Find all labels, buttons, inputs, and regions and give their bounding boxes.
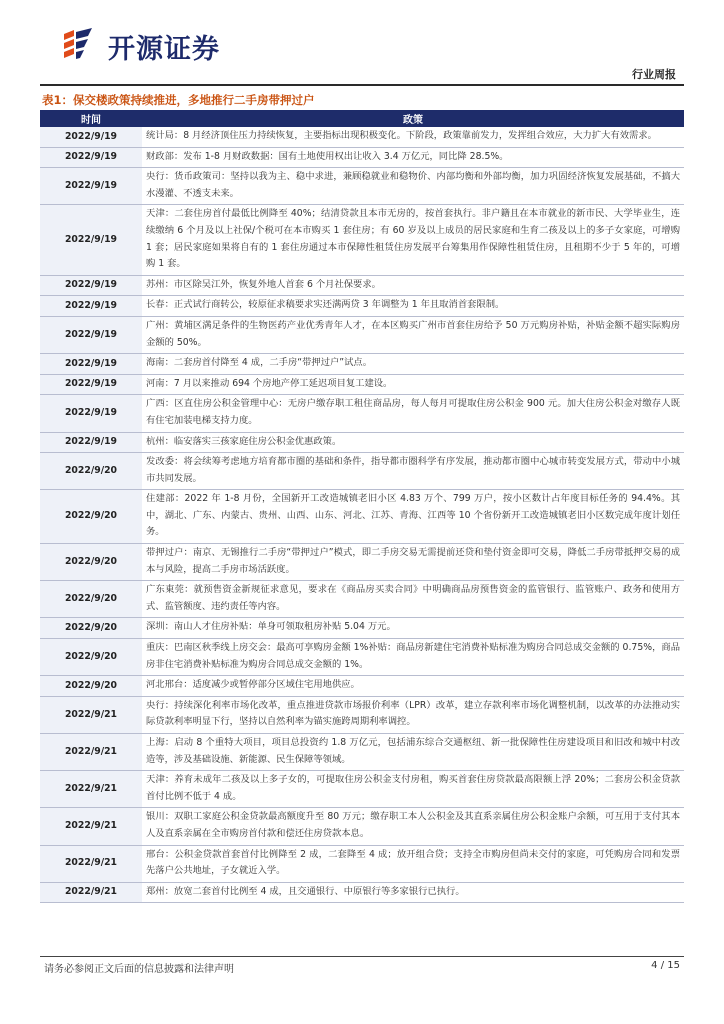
row-date: 2022/9/21 bbox=[40, 882, 142, 903]
row-date: 2022/9/19 bbox=[40, 127, 142, 147]
table-header-row bbox=[40, 110, 684, 127]
table-row bbox=[40, 275, 684, 296]
table-row bbox=[40, 490, 684, 544]
row-date: 2022/9/19 bbox=[40, 316, 142, 353]
table-caption: 表1：保交楼政策持续推进，多地推行二手房带押过户 bbox=[42, 93, 315, 107]
table-row bbox=[40, 581, 684, 618]
table-row bbox=[40, 316, 684, 353]
brand-logo bbox=[58, 24, 338, 68]
row-date: 2022/9/19 bbox=[40, 374, 142, 395]
row-policy: 上海：启动 8 个重特大项目，项目总投资约 1.8 万亿元，包括浦东综合交通枢纽、新一批保障性住房建设项目和旧改和城中村改造等，涉及基础设施、新能源、民生保障等领域。 bbox=[142, 734, 684, 771]
table-row bbox=[40, 771, 684, 808]
column-header-time: 时间 bbox=[40, 110, 142, 127]
table-row bbox=[40, 882, 684, 903]
row-policy: 深圳：南山人才住房补贴：单身可领取租房补贴 5.04 万元。 bbox=[142, 618, 684, 639]
row-date: 2022/9/21 bbox=[40, 845, 142, 882]
table-row bbox=[40, 845, 684, 882]
page-header bbox=[40, 18, 684, 81]
table-row bbox=[40, 618, 684, 639]
row-date: 2022/9/19 bbox=[40, 432, 142, 453]
row-policy: 天津：二套住房首付最低比例降至 40%；结清贷款且本市无房的，按首套执行。非户籍且在本市就业的新市民、大学毕业生，连续缴纳 6 个月及以上社保/个税可在本市购买 1 套住房；有 60 岁及以上成员的居民家庭和生育二孩及以上的多子女家庭，可增购 1 套；居民家庭如果将自有的 1 套住房通过本市保障性租赁住房发展平台筹集用作保障性租赁住房，且租期不少于 5 年的，可增购 1 套。 bbox=[142, 205, 684, 275]
table-row bbox=[40, 639, 684, 676]
row-date: 2022/9/19 bbox=[40, 296, 142, 317]
row-policy: 住建部：2022 年 1-8 月份，全国新开工改造城镇老旧小区 4.83 万个、799 万户，按小区数计占年度目标任务的 94.4%。其中，湖北、广东、内蒙古、贵州、山西、山东、河北、江苏、青海、江西等 10 个省份新开工改造城镇老旧小区数完成年度计划任务。 bbox=[142, 490, 684, 544]
row-policy: 天津：养育未成年二孩及以上多子女的，可提取住房公积金支付房租，购买首套住房贷款最高限额上浮 20%；二套房公积金贷款首付比例不低于 4 成。 bbox=[142, 771, 684, 808]
row-policy: 广州：黄埔区满足条件的生物医药产业优秀青年人才，在本区购买广州市首套住房给予 50 万元购房补贴，补贴金额不超实际购房金额的 50%。 bbox=[142, 316, 684, 353]
row-policy: 杭州：临安落实三孩家庭住房公积金优惠政策。 bbox=[142, 432, 684, 453]
row-policy: 邢台：公积金贷款首套首付比例降至 2 成，二套降至 4 成；放开组合贷；支持全市购房但尚未交付的家庭，可凭购房合同和发票先落户公共地址，子女就近入学。 bbox=[142, 845, 684, 882]
row-policy: 发改委：将会续筹考虑地方培育都市圈的基础和条件，指导都市圈科学有序发展，推动都市圈中心城市转变发展方式，带动中小城市共同发展。 bbox=[142, 453, 684, 490]
footer-divider bbox=[40, 956, 684, 957]
table-row bbox=[40, 147, 684, 168]
table-row bbox=[40, 734, 684, 771]
policy-table bbox=[40, 110, 684, 903]
row-date: 2022/9/19 bbox=[40, 168, 142, 205]
table-row bbox=[40, 168, 684, 205]
report-type-label: 行业周报 bbox=[632, 68, 676, 81]
table-row bbox=[40, 296, 684, 317]
row-policy: 苏州：市区除吴江外，恢复外地人首套 6 个月社保要求。 bbox=[142, 275, 684, 296]
row-date: 2022/9/21 bbox=[40, 696, 142, 733]
footer-disclaimer: 请务必参阅正文后面的信息披露和法律声明 bbox=[44, 964, 234, 975]
column-header-policy: 政策 bbox=[142, 110, 684, 127]
row-policy: 广东東莞：就预售资金新规征求意见，要求在《商品房买卖合同》中明确商品房预售资金的监管银行、监管账户、政务和使用方式、监管额度、违约责任等内容。 bbox=[142, 581, 684, 618]
row-date: 2022/9/20 bbox=[40, 453, 142, 490]
page-number: 4 / 15 bbox=[651, 960, 680, 971]
row-date: 2022/9/19 bbox=[40, 275, 142, 296]
row-policy: 央行：持续深化利率市场化改革，重点推进贷款市场报价利率（LPR）改革，建立存款利率市场化调整机制，以改革的办法推动实际贷款利率明显下行，坚持以自然利率为锚实施跨周期利率调控。 bbox=[142, 696, 684, 733]
row-policy: 带押过户：南京、无锡推行二手房“带押过户”模式，即二手房交易无需提前还贷和垫付资金即可交易，降低二手房带抵押交易的成本与风险，提高二手房市场活跃度。 bbox=[142, 544, 684, 581]
row-policy: 河北邢台：适度减少或暂停部分区域住宅用地供应。 bbox=[142, 676, 684, 697]
table-row bbox=[40, 395, 684, 432]
table-row bbox=[40, 696, 684, 733]
row-date: 2022/9/21 bbox=[40, 734, 142, 771]
row-date: 2022/9/20 bbox=[40, 490, 142, 544]
row-date: 2022/9/19 bbox=[40, 205, 142, 275]
row-policy: 海南：二套房首付降至 4 成，二手房“带押过户”试点。 bbox=[142, 354, 684, 375]
row-date: 2022/9/21 bbox=[40, 771, 142, 808]
table-row bbox=[40, 808, 684, 845]
row-date: 2022/9/20 bbox=[40, 544, 142, 581]
row-policy: 长春：正式试行商转公，较原征求稿要求实还满两贷 3 年调整为 1 年且取消首套限制。 bbox=[142, 296, 684, 317]
table-row bbox=[40, 127, 684, 147]
row-policy: 财政部：发布 1-8 月财政数据：国有土地使用权出让收入 3.4 万亿元，同比降 28.5%。 bbox=[142, 147, 684, 168]
brand-name: 开源证券 bbox=[108, 33, 220, 65]
row-date: 2022/9/19 bbox=[40, 354, 142, 375]
header-divider bbox=[40, 84, 684, 86]
row-policy: 央行：货币政策司：坚持以我为主、稳中求进，兼顾稳就业和稳物价、内部均衡和外部均衡，加力巩固经济恢复发展基础，不搞大水漫灌、不透支未来。 bbox=[142, 168, 684, 205]
row-policy: 广西：区直住房公积金管理中心：无房户缴存职工租住商品房，每人每月可提取住房公积金 900 元。加大住房公积金对缴存人既有住宅加装电梯支持力度。 bbox=[142, 395, 684, 432]
table-row bbox=[40, 205, 684, 275]
row-policy: 银川：双职工家庭公积金贷款最高额度升至 80 万元；缴存职工本人公积金及其直系亲属住房公积金账户余额，可互用于支付其本人及直系亲属在全市购房首付款和偿还住房贷款本息。 bbox=[142, 808, 684, 845]
table-row bbox=[40, 354, 684, 375]
table-row bbox=[40, 374, 684, 395]
row-policy: 统计局：8 月经济顶住压力持续恢复，主要指标出现积极变化。下阶段，政策靠前发力，发挥组合效应，大力扩大有效需求。 bbox=[142, 127, 684, 147]
row-date: 2022/9/20 bbox=[40, 618, 142, 639]
table-row bbox=[40, 676, 684, 697]
kaiyuan-logo-mark-icon bbox=[58, 26, 102, 66]
row-date: 2022/9/20 bbox=[40, 581, 142, 618]
row-date: 2022/9/19 bbox=[40, 395, 142, 432]
row-policy: 重庆：巴南区秋季线上房交会：最高可享购房金额 1%补贴：商品房新建住宅消费补贴标准为购房合同总成交金额的 0.75%，商品房非住宅消费补贴标准为购房合同总成交金额的 1%。 bbox=[142, 639, 684, 676]
row-date: 2022/9/20 bbox=[40, 639, 142, 676]
row-date: 2022/9/20 bbox=[40, 676, 142, 697]
row-date: 2022/9/21 bbox=[40, 808, 142, 845]
table-row bbox=[40, 544, 684, 581]
table-row bbox=[40, 432, 684, 453]
row-policy: 河南：7 月以来推动 694 个房地产停工延迟项目复工建设。 bbox=[142, 374, 684, 395]
table-row bbox=[40, 453, 684, 490]
row-policy: 郑州：放宽二套首付比例至 4 成，且交通银行、中原银行等多家银行已执行。 bbox=[142, 882, 684, 903]
row-date: 2022/9/19 bbox=[40, 147, 142, 168]
